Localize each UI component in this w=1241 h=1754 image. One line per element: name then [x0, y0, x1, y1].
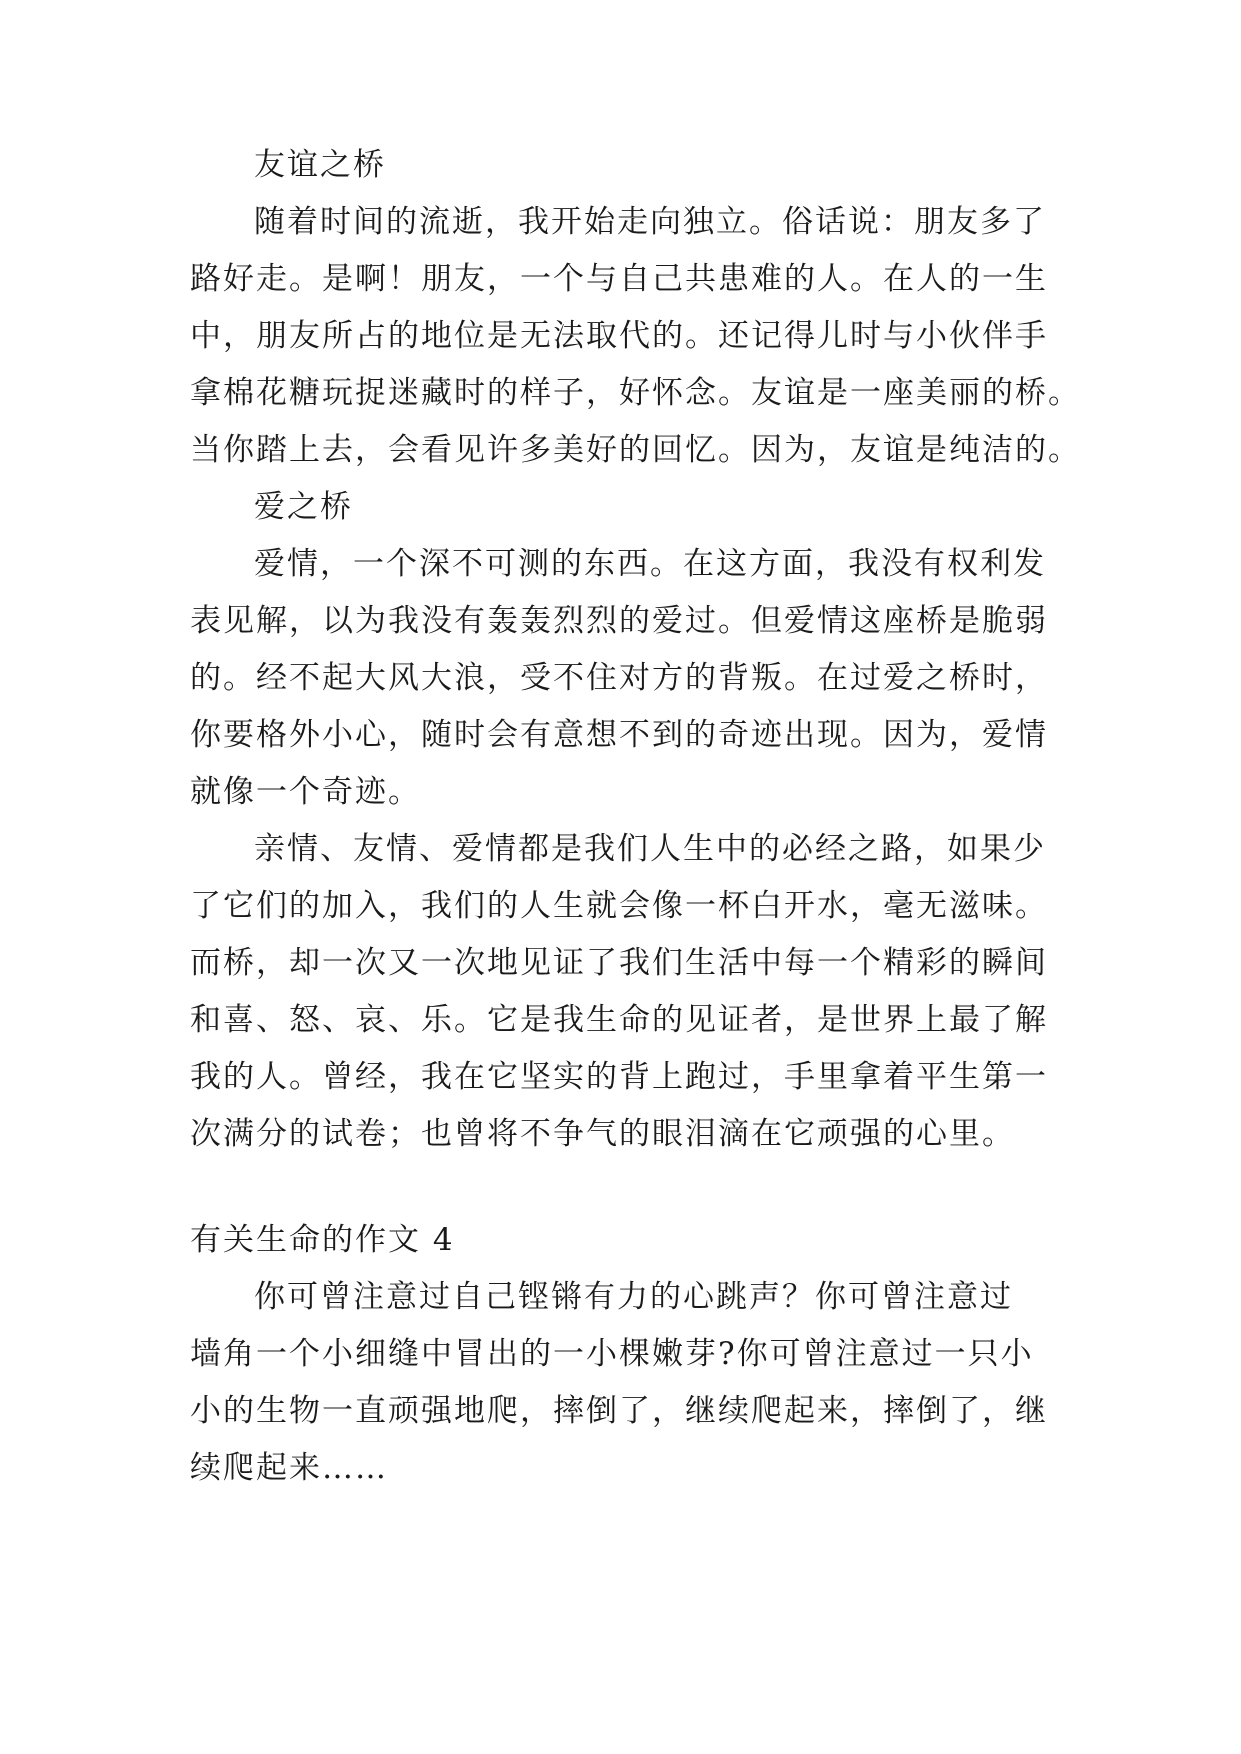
love-line-1: 爱情，一个深不可测的东西。在这方面，我没有权利发 [254, 546, 1046, 582]
summary-line-5: 我的人。曾经，我在它坚实的背上跑过，手里拿着平生第一 [190, 1059, 1048, 1095]
essay4-line-1: 你可曾注意过自己铿锵有力的心跳声？你可曾注意过 [254, 1279, 1013, 1315]
essay4-line-4: 续爬起来…… [190, 1450, 388, 1486]
summary-line-2: 了它们的加入，我们的人生就会像一杯白开水，毫无滋味。 [190, 888, 1048, 924]
love-line-5: 就像一个奇迹。 [190, 774, 421, 810]
friendship-line-2: 路好走。是啊！朋友，一个与自己共患难的人。在人的一生 [190, 261, 1048, 297]
friendship-line-3: 中，朋友所占的地位是无法取代的。还记得儿时与小伙伴手 [190, 318, 1048, 354]
love-heading: 爱之桥 [254, 489, 353, 525]
friendship-line-1: 随着时间的流逝，我开始走向独立。俗话说：朋友多了 [254, 204, 1046, 240]
summary-line-4: 和喜、怒、哀、乐。它是我生命的见证者，是世界上最了解 [190, 1002, 1048, 1038]
friendship-line-5: 当你踏上去，会看见许多美好的回忆。因为，友谊是纯洁的。 [190, 432, 1081, 468]
love-line-2: 表见解，以为我没有轰轰烈烈的爱过。但爱情这座桥是脆弱 [190, 603, 1048, 639]
essay4-line-2: 墙角一个小细缝中冒出的一小棵嫩芽?你可曾注意过一只小 [190, 1336, 1034, 1372]
friendship-line-4: 拿棉花糖玩捉迷藏时的样子，好怀念。友谊是一座美丽的桥。 [190, 375, 1081, 411]
summary-line-1: 亲情、友情、爱情都是我们人生中的必经之路，如果少 [254, 831, 1046, 867]
summary-line-6: 次满分的试卷；也曾将不争气的眼泪滴在它顽强的心里。 [190, 1116, 1015, 1152]
love-line-4: 你要格外小心，随时会有意想不到的奇迹出现。因为，爱情 [190, 717, 1048, 753]
essay4-line-3: 小的生物一直顽强地爬，摔倒了，继续爬起来，摔倒了，继 [190, 1393, 1048, 1429]
love-line-3: 的。经不起大风大浪，受不住对方的背叛。在过爱之桥时， [190, 660, 1048, 696]
summary-line-3: 而桥，却一次又一次地见证了我们生活中每一个精彩的瞬间 [190, 945, 1048, 981]
essay4-title: 有关生命的作文 4 [190, 1222, 455, 1258]
friendship-heading: 友谊之桥 [254, 147, 386, 183]
